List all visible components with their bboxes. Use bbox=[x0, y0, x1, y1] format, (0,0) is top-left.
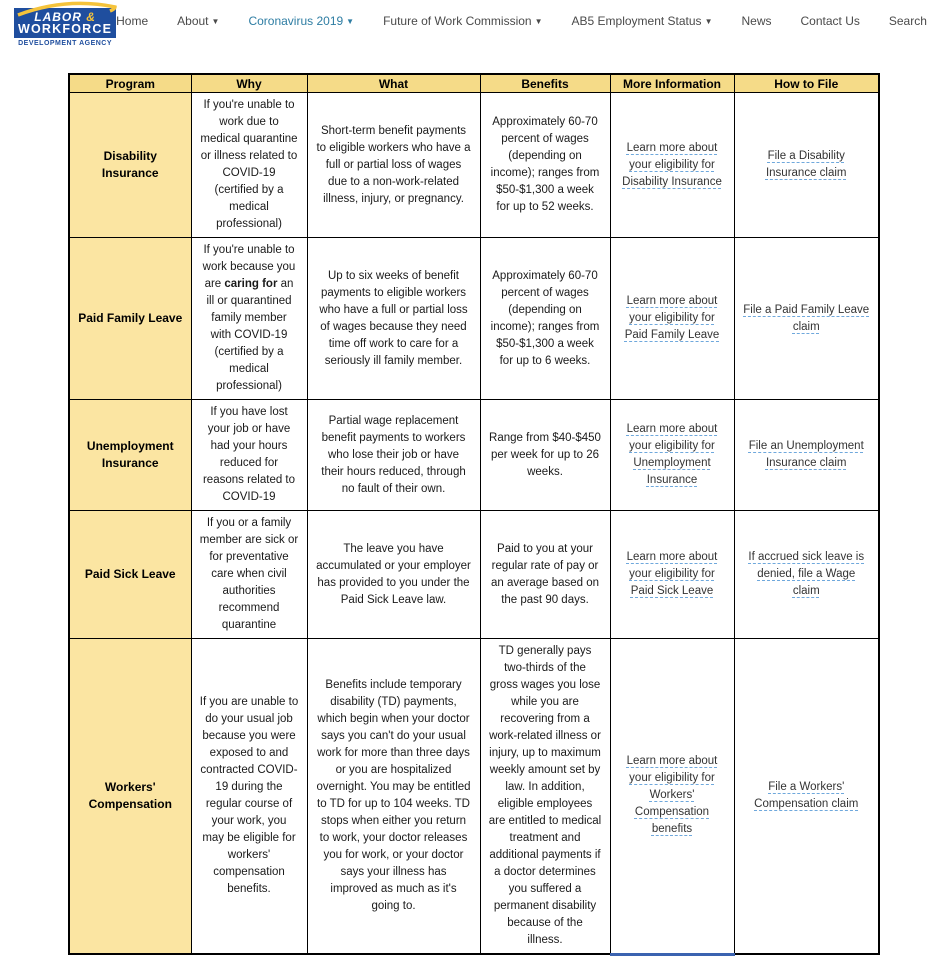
why-cell: If you're unable to work because you are caring for an ill or quarantined family member with COVID-19 (certified by a medical professional) bbox=[191, 238, 307, 400]
how-to-file-cell bbox=[734, 639, 879, 955]
program-cell: Unemployment Insurance bbox=[69, 400, 191, 511]
benefits-cell: Approximately 60-70 percent of wages (depending on income); ranges from $50-$1,300 a week for up to 6 weeks. bbox=[480, 238, 610, 400]
program-cell: Workers' Compensation bbox=[69, 639, 191, 955]
table-header-row bbox=[69, 74, 879, 93]
why-cell: If you are unable to do your usual job because you were exposed to and contracted COVID-19 during the regular course of your work, you may be eligible for workers' compensation benefits. bbox=[191, 639, 307, 955]
how-to-file-cell bbox=[734, 511, 879, 639]
benefits-table bbox=[68, 73, 880, 956]
what-cell: Up to six weeks of benefit payments to eligible workers who have a full or partial loss of wages because they need time off work to care for a seriously ill family member. bbox=[307, 238, 480, 400]
more-info-cell bbox=[610, 400, 734, 511]
how-to-file-cell bbox=[734, 238, 879, 400]
nav-ab5-employment-status[interactable]: AB5 Employment Status ▼ bbox=[571, 14, 713, 28]
table-row bbox=[69, 511, 879, 639]
program-cell: Paid Family Leave bbox=[69, 238, 191, 400]
chevron-down-icon: ▼ bbox=[534, 17, 543, 26]
file-claim-link[interactable]: If accrued sick leave is denied, file a Wage claim bbox=[748, 551, 865, 597]
chevron-down-icon: ▼ bbox=[704, 17, 713, 26]
learn-more-link[interactable]: Learn more about your eligibility for Paid Family Leave bbox=[624, 295, 720, 341]
program-cell: Disability Insurance bbox=[69, 93, 191, 238]
nav-about[interactable]: About ▼ bbox=[177, 14, 220, 28]
benefits-cell: Paid to you at your regular rate of pay or an average based on the past 90 days. bbox=[480, 511, 610, 639]
nav-search[interactable]: Search bbox=[888, 14, 927, 28]
logo-swoosh-icon bbox=[16, 1, 118, 17]
page-content bbox=[0, 48, 930, 956]
table-row bbox=[69, 93, 879, 238]
agency-logo[interactable] bbox=[14, 3, 116, 47]
file-claim-link[interactable]: File an Unemployment Insurance claim bbox=[748, 440, 864, 469]
table-row bbox=[69, 238, 879, 400]
chevron-down-icon: ▼ bbox=[346, 17, 355, 26]
why-cell: If you or a family member are sick or for preventative care when civil authorities recommend quarantine bbox=[191, 511, 307, 639]
nav-home[interactable]: Home bbox=[116, 14, 149, 28]
what-cell: The leave you have accumulated or your employer has provided to you under the Paid Sick Leave law. bbox=[307, 511, 480, 639]
nav-contact-us[interactable]: Contact Us bbox=[800, 14, 860, 28]
how-to-file-cell bbox=[734, 400, 879, 511]
logo-line2: WORKFORCE bbox=[18, 22, 113, 36]
learn-more-link[interactable]: Learn more about your eligibility for Paid Sick Leave bbox=[626, 551, 718, 597]
learn-more-link[interactable]: Learn more about your eligibility for Disability Insurance bbox=[622, 141, 722, 188]
main-nav bbox=[116, 0, 930, 28]
nav-news[interactable]: News bbox=[741, 14, 772, 28]
column-header-program: Program bbox=[69, 74, 191, 93]
benefits-cell: Range from $40-$450 per week for up to 26 weeks. bbox=[480, 400, 610, 511]
more-info-cell bbox=[610, 639, 734, 955]
why-cell: If you're unable to work due to medical quarantine or illness related to COVID-19 (certified by a medical professional) bbox=[191, 93, 307, 238]
more-info-cell bbox=[610, 511, 734, 639]
site-header bbox=[0, 0, 930, 48]
column-header-why: Why bbox=[191, 74, 307, 93]
more-info-cell bbox=[610, 93, 734, 238]
benefits-cell: Approximately 60-70 percent of wages (depending on income); ranges from $50-$1,300 a week for up to 52 weeks. bbox=[480, 93, 610, 238]
nav-coronavirus-2019[interactable]: Coronavirus 2019 ▼ bbox=[248, 14, 355, 28]
program-cell: Paid Sick Leave bbox=[69, 511, 191, 639]
column-header-what: What bbox=[307, 74, 480, 93]
why-cell: If you have lost your job or have had your hours reduced for reasons related to COVID-19 bbox=[191, 400, 307, 511]
nav-future-of-work-commission[interactable]: Future of Work Commission ▼ bbox=[383, 14, 543, 28]
table-row bbox=[69, 400, 879, 511]
what-cell: Short-term benefit payments to eligible workers who have a full or partial loss of wages due to a non-work-related illness, injury, or pregnancy. bbox=[307, 93, 480, 238]
file-claim-link[interactable]: File a Workers' Compensation claim bbox=[754, 781, 859, 810]
more-info-cell bbox=[610, 238, 734, 400]
how-to-file-cell bbox=[734, 93, 879, 238]
what-cell: Benefits include temporary disability (TD) payments, which begin when your doctor says you can't do your usual work for more than three days or you are hospitalized overnight. You may be entitled to TD for up to 104 weeks. TD stops when either you return to work, your doctor releases you for work, or your doctor says your illness has improved as much as it's going to. bbox=[307, 639, 480, 955]
column-header-more-information: More Information bbox=[610, 74, 734, 93]
file-claim-link[interactable]: File a Paid Family Leave claim bbox=[743, 303, 870, 333]
logo-line1: LABOR & bbox=[34, 10, 96, 24]
learn-more-link[interactable]: Learn more about your eligibility for Unemployment Insurance bbox=[626, 423, 718, 486]
chevron-down-icon: ▼ bbox=[211, 17, 220, 26]
what-cell: Partial wage replacement benefit payments to workers who lose their job or have their hours reduced, through no fault of their own. bbox=[307, 400, 480, 511]
table-row bbox=[69, 639, 879, 955]
file-claim-link[interactable]: File a Disability Insurance claim bbox=[765, 150, 847, 179]
column-header-benefits: Benefits bbox=[480, 74, 610, 93]
column-header-how-to-file: How to File bbox=[734, 74, 879, 93]
learn-more-link[interactable]: Learn more about your eligibility for Workers' Compensation benefits bbox=[626, 755, 718, 836]
logo-line3: DEVELOPMENT AGENCY bbox=[18, 40, 113, 47]
benefits-cell: TD generally pays two-thirds of the gross wages you lose while you are recovering from a work-related illness or injury, up to maximum weekly amount set by law. In addition, eligible employees are entitled to medical treatment and additional payments if a doctor determines you suffered a permanent disability because of the illness. bbox=[480, 639, 610, 955]
